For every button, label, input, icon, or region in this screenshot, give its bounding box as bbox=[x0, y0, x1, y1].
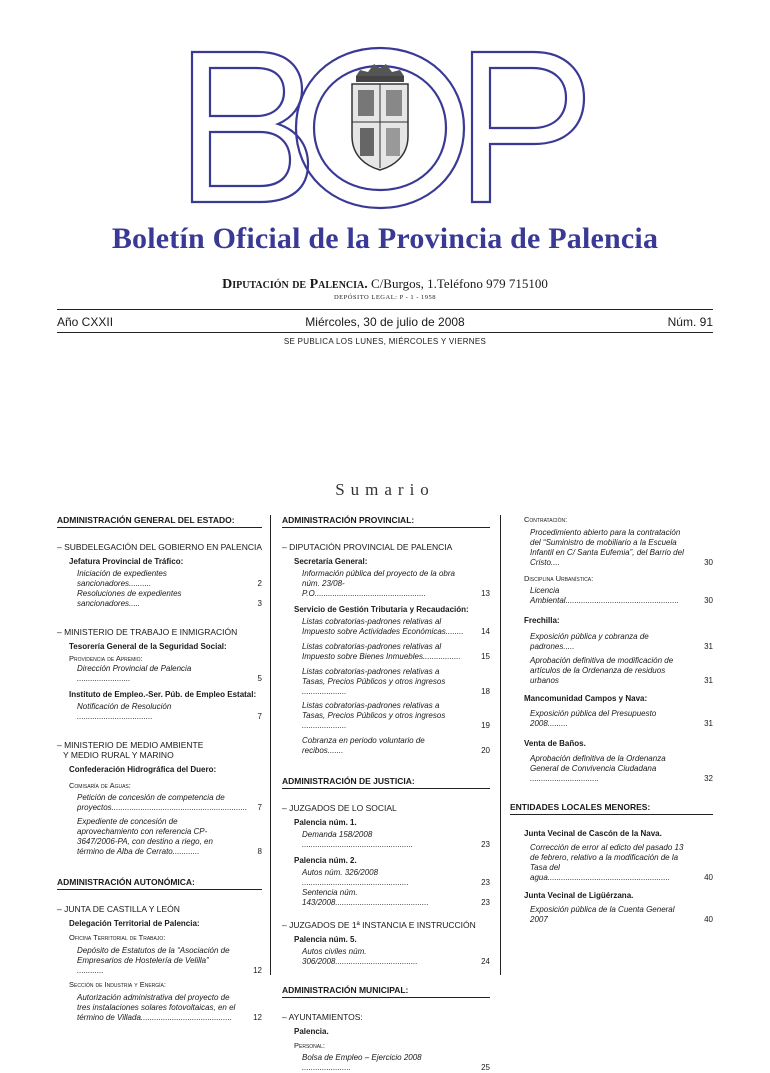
organism-heading: Palencia núm. 5. bbox=[294, 935, 357, 944]
divider bbox=[57, 309, 713, 310]
coat-of-arms-icon bbox=[352, 64, 408, 170]
category-label: Comisaría de Aguas: bbox=[69, 781, 131, 790]
entry-page: 32 bbox=[704, 774, 713, 783]
toc-entry[interactable] bbox=[302, 1053, 490, 1073]
entry-page: 5 bbox=[257, 674, 262, 683]
toc-entry[interactable] bbox=[530, 709, 713, 729]
column-2 bbox=[282, 515, 490, 1073]
entry-page: 15 bbox=[481, 652, 490, 661]
divider bbox=[57, 332, 713, 333]
publisher-address: C/Burgos, 1.Teléfono 979 715100 bbox=[371, 276, 548, 291]
entry-text: Corrección de error al edicto del pasado 13 de febrero, relativo a la modificación de la Tasa del agua....................................................... bbox=[530, 843, 684, 882]
toc-entry[interactable] bbox=[530, 528, 713, 568]
entry-text: Autos civiles núm. 306/2008..................................... bbox=[302, 947, 418, 966]
entry-page: 31 bbox=[704, 642, 713, 651]
toc-entry[interactable] bbox=[302, 736, 490, 756]
organism-heading: Palencia. bbox=[294, 1027, 329, 1036]
entry-text: Exposición pública de la Cuenta General 2007 bbox=[530, 905, 675, 924]
toc-entry[interactable] bbox=[530, 905, 713, 925]
toc-entry[interactable] bbox=[302, 569, 490, 599]
organism-heading: Servicio de Gestión Tributaria y Recaudación: bbox=[294, 605, 469, 614]
entry-page: 18 bbox=[481, 687, 490, 696]
volume-year: Año CXXII bbox=[57, 315, 114, 329]
section-heading: ADMINISTRACIÓN MUNICIPAL: bbox=[282, 985, 490, 998]
entry-page: 19 bbox=[481, 721, 490, 730]
entry-text: Autorización administrativa del proyecto de tres instalaciones solares fotovoltaicas, en el término de Villada......................................... bbox=[77, 993, 236, 1022]
category-label: Contratación: bbox=[524, 515, 568, 524]
toc-entry[interactable] bbox=[302, 642, 490, 662]
entry-page: 2 bbox=[257, 579, 262, 588]
legal-deposit: DEPÓSITO LEGAL: P - 1 - 1958 bbox=[333, 294, 437, 301]
bulletin-title: Boletín Oficial de la Provincia de Palencia bbox=[111, 222, 659, 255]
toc-entry[interactable] bbox=[77, 793, 262, 813]
entry-text: Depósito de Estatutos de la “Asociación de Empresarios de Hostelería de Velilla” ............ bbox=[77, 946, 230, 975]
entry-page: 12 bbox=[253, 1013, 262, 1022]
entry-text: Cobranza en periodo voluntario de recibos....... bbox=[302, 736, 425, 755]
organism-heading: Delegación Territorial de Palencia: bbox=[69, 919, 200, 928]
entry-text: Exposición pública del Presupuesto 2008......... bbox=[530, 709, 657, 728]
toc-entry[interactable] bbox=[302, 947, 490, 967]
entry-text: Información pública del proyecto de la obra núm. 23/08-P.O.................................................. bbox=[302, 569, 455, 598]
entry-text: Listas cobratorias-padrones relativas al Impuesto sobre Bienes Inmuebles................. bbox=[302, 642, 461, 661]
toc-entry[interactable] bbox=[77, 702, 262, 722]
issue-number: Núm. 91 bbox=[667, 315, 713, 329]
section-heading: ADMINISTRACIÓN PROVINCIAL: bbox=[282, 515, 490, 528]
entry-page: 3 bbox=[257, 599, 262, 608]
entry-page: 20 bbox=[481, 746, 490, 755]
organism-heading: Junta Vecinal de Ligüérzana. bbox=[524, 891, 634, 900]
subsection-heading: – JUNTA DE CASTILLA Y LEÓN bbox=[57, 904, 180, 914]
category-label: Disciplina Urbanística: bbox=[524, 574, 594, 583]
entry-page: 8 bbox=[257, 847, 262, 856]
entry-text: Autos núm. 326/2008 ................................................ bbox=[302, 868, 409, 887]
toc-entry[interactable] bbox=[77, 664, 262, 684]
entry-text: Iniciación de expedientes sancionadores.......... bbox=[77, 569, 167, 588]
entry-page: 31 bbox=[704, 719, 713, 728]
entry-page: 31 bbox=[704, 676, 713, 685]
entry-text: Exposición pública y cobranza de padrones..... bbox=[530, 632, 649, 651]
section-heading: ADMINISTRACIÓN DE JUSTICIA: bbox=[282, 776, 490, 789]
section-heading: ADMINISTRACIÓN GENERAL DEL ESTADO: bbox=[57, 515, 262, 528]
entry-text: Bolsa de Empleo – Ejercicio 2008 ...................... bbox=[302, 1053, 422, 1072]
entry-page: 40 bbox=[704, 915, 713, 924]
entry-text: Aprobación definitiva de la Ordenanza General de Convivencia Ciudadana ............................... bbox=[530, 754, 666, 783]
toc-entry[interactable] bbox=[77, 589, 262, 609]
entry-text: Sentencia núm. 143/2008.......................................... bbox=[302, 888, 429, 907]
entry-page: 7 bbox=[257, 803, 262, 812]
organism-heading: Junta Vecinal de Cascón de la Nava. bbox=[524, 829, 662, 838]
entry-text: Listas cobratorias-padrones relativas a Tasas, Precios Públicos y otros ingresos .................... bbox=[302, 701, 446, 730]
organism-heading: Confederación Hidrográfica del Duero: bbox=[69, 765, 217, 774]
publication-schedule: SE PUBLICA LOS LUNES, MIÉRCOLES Y VIERNES bbox=[283, 337, 487, 346]
category-label: Sección de Industria y Energía: bbox=[69, 980, 166, 989]
organism-heading: Venta de Baños. bbox=[524, 739, 586, 748]
entry-page: 23 bbox=[481, 878, 490, 887]
organism-heading: Secretaría General: bbox=[294, 557, 368, 566]
entry-text: Licencia Ambiental................................................... bbox=[530, 586, 679, 605]
entry-page: 23 bbox=[481, 840, 490, 849]
entry-text: Resoluciones de expedientes sancionadores..... bbox=[77, 589, 182, 608]
toc-entry[interactable] bbox=[302, 830, 490, 850]
entry-text: Listas cobratorias-padrones relativas a Tasas, Precios Públicos y otros ingresos .................... bbox=[302, 667, 446, 696]
subsection-heading: – SUBDELEGACIÓN DEL GOBIERNO EN PALENCIA bbox=[57, 542, 263, 552]
toc-entry[interactable] bbox=[77, 946, 262, 976]
entry-text: Expediente de concesión de aprovechamiento con referencia CP-3647/2006-PA, con destino a riego, en término de Alba de Cerrato............ bbox=[77, 817, 213, 856]
entry-text: Notificación de Resolución .................................. bbox=[77, 702, 172, 721]
toc-entry[interactable] bbox=[530, 586, 713, 606]
entry-page: 30 bbox=[704, 558, 713, 567]
subsection-heading: – AYUNTAMIENTOS: bbox=[282, 1012, 363, 1022]
toc-entry[interactable] bbox=[77, 569, 262, 589]
issue-date: Miércoles, 30 de julio de 2008 bbox=[305, 315, 465, 329]
subsection-heading: – JUZGADOS DE LO SOCIAL bbox=[282, 803, 397, 813]
toc-entry[interactable] bbox=[530, 754, 713, 784]
section-heading: ENTIDADES LOCALES MENORES: bbox=[510, 802, 713, 815]
entry-text: Procedimiento abierto para la contratación del “Suministro de mobiliario a la Escuela Infantil en C/ Santa Eufemia”, del Barrio del Cristo.... bbox=[530, 528, 684, 567]
category-label: Providencia de Apremio: bbox=[69, 654, 143, 663]
subsection-heading: Y MEDIO RURAL Y MARINO bbox=[63, 750, 174, 760]
column-3 bbox=[510, 515, 713, 925]
entry-text: Petición de concesión de competencia de proyectos............................................................. bbox=[77, 793, 248, 812]
toc-entry[interactable] bbox=[302, 617, 490, 637]
entry-text: Listas cobratorias-padrones relativas al Impuesto sobre Actividades Económicas........ bbox=[302, 617, 464, 636]
toc-entry[interactable] bbox=[77, 993, 262, 1023]
toc-entry[interactable] bbox=[302, 701, 490, 731]
subsection-heading: – MINISTERIO DE TRABAJO E INMIGRACIÓN bbox=[57, 627, 238, 637]
organism-heading: Tesorería General de la Seguridad Social: bbox=[69, 642, 227, 651]
subsection-heading: – DIPUTACIÓN PROVINCIAL DE PALENCIA bbox=[282, 542, 453, 552]
sumario-heading: Sumario bbox=[335, 480, 435, 499]
toc-entry[interactable] bbox=[302, 868, 490, 888]
toc-entry[interactable] bbox=[530, 632, 713, 652]
publisher-name: Diputación de Palencia. bbox=[222, 277, 368, 292]
bop-logo bbox=[180, 42, 590, 212]
organism-heading: Palencia núm. 2. bbox=[294, 856, 357, 865]
toc-entry[interactable] bbox=[530, 843, 713, 883]
entry-text: Dirección Provincial de Palencia ........................ bbox=[77, 664, 192, 683]
toc-entry[interactable] bbox=[302, 888, 490, 908]
logo-letter-p bbox=[472, 52, 584, 202]
entry-text: Aprobación definitiva de modificación de artículos de la Ordenanza de residuos urbanos bbox=[530, 656, 674, 685]
category-label: Personal: bbox=[294, 1041, 325, 1050]
organism-heading: Instituto de Empleo.-Ser. Púb. de Empleo Estatal: bbox=[69, 690, 257, 699]
toc-entry[interactable] bbox=[530, 656, 713, 686]
entry-page: 12 bbox=[253, 966, 262, 975]
organism-heading: Mancomunidad Campos y Nava: bbox=[524, 694, 648, 703]
entry-page: 14 bbox=[481, 627, 490, 636]
organism-heading: Palencia núm. 1. bbox=[294, 818, 357, 827]
logo-letter-b bbox=[192, 52, 308, 202]
organism-heading: Frechilla: bbox=[524, 616, 560, 625]
entry-page: 40 bbox=[704, 873, 713, 882]
entry-page: 25 bbox=[481, 1063, 490, 1072]
entry-page: 13 bbox=[481, 589, 490, 598]
column-1 bbox=[57, 515, 262, 1023]
entry-page: 7 bbox=[257, 712, 262, 721]
entry-page: 24 bbox=[481, 957, 490, 966]
category-label: Oficina Territorial de Trabajo: bbox=[69, 933, 166, 942]
toc-entry[interactable] bbox=[302, 667, 490, 697]
entry-page: 30 bbox=[704, 596, 713, 605]
column-divider bbox=[500, 515, 501, 975]
toc-entry[interactable] bbox=[77, 817, 262, 857]
publisher-line bbox=[0, 276, 770, 293]
subsection-heading: – MINISTERIO DE MEDIO AMBIENTE bbox=[57, 740, 204, 750]
subsection-heading: – JUZGADOS DE 1ª INSTANCIA E INSTRUCCIÓN bbox=[282, 920, 476, 930]
organism-heading: Jefatura Provincial de Tráfico: bbox=[69, 557, 184, 566]
entry-page: 23 bbox=[481, 898, 490, 907]
section-heading: ADMINISTRACIÓN AUTONÓMICA: bbox=[57, 877, 262, 890]
column-divider bbox=[270, 515, 271, 975]
entry-text: Demanda 158/2008 .................................................. bbox=[302, 830, 414, 849]
